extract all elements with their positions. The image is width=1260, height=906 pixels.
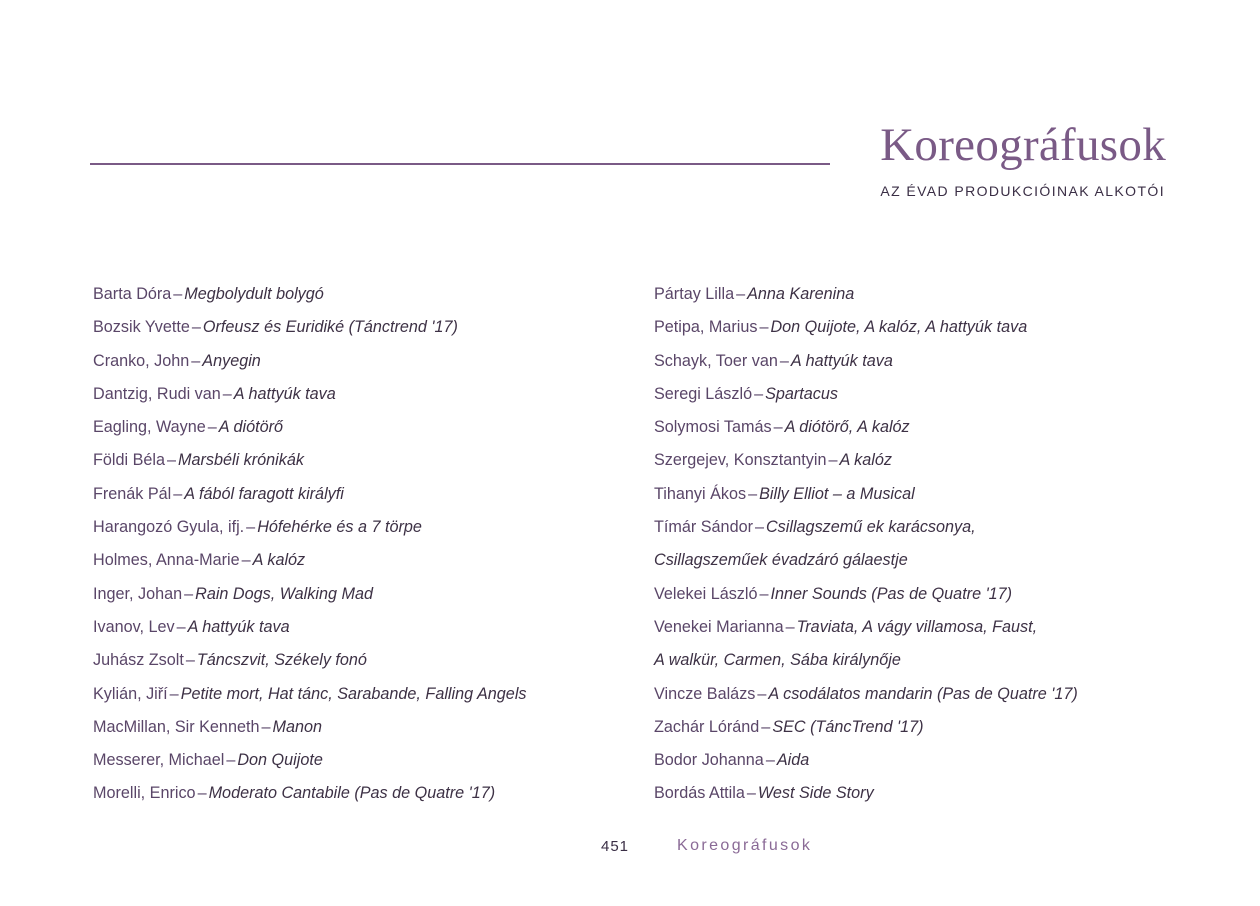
choreographer-name: Ivanov, Lev xyxy=(93,617,175,636)
entry-separator: – xyxy=(184,584,194,603)
choreographer-name: Kylián, Jiří xyxy=(93,684,168,703)
choreographer-entry xyxy=(654,381,1078,414)
choreographer-entry xyxy=(93,447,527,480)
choreographer-works: Rain Dogs, Walking Mad xyxy=(195,584,373,603)
entry-separator: – xyxy=(222,384,232,403)
choreographer-entry xyxy=(93,714,527,747)
choreographer-name: Morelli, Enrico xyxy=(93,784,196,803)
entry-separator: – xyxy=(757,684,767,703)
choreographer-name: Bodor Johanna xyxy=(654,751,764,770)
choreographer-entry xyxy=(654,348,1078,381)
choreographer-entry xyxy=(654,714,1078,747)
choreographer-entry xyxy=(654,681,1078,714)
choreographer-works: Táncszvit, Székely fonó xyxy=(196,651,367,670)
choreographer-entry xyxy=(654,281,1078,314)
entry-separator: – xyxy=(261,717,271,736)
choreographer-name: MacMillan, Sir Kenneth xyxy=(93,717,260,736)
choreographer-works: A kalóz xyxy=(252,551,306,570)
choreographer-works: A diótörő xyxy=(218,418,283,437)
entry-separator: – xyxy=(166,451,176,470)
entry-separator: – xyxy=(197,784,207,803)
choreographer-entry xyxy=(93,747,527,780)
choreographer-name: Tímár Sándor xyxy=(654,518,753,537)
entry-separator: – xyxy=(191,318,201,337)
choreographer-name: Messerer, Michael xyxy=(93,751,225,770)
choreographer-works: A diótörő, A kalóz xyxy=(784,418,910,437)
entry-separator: – xyxy=(779,351,789,370)
choreographer-entry xyxy=(654,414,1078,447)
entry-separator: – xyxy=(828,451,838,470)
choreographer-works: A fából faragott királyfi xyxy=(184,484,344,503)
choreographer-name: Velekei László xyxy=(654,584,758,603)
choreographer-entry xyxy=(93,647,527,680)
choreographer-name: Bozsik Yvette xyxy=(93,318,190,337)
choreographer-works: Anyegin xyxy=(202,351,261,370)
choreographer-entry xyxy=(93,614,527,647)
choreographer-entry xyxy=(93,514,527,547)
choreographer-entry xyxy=(654,581,1078,614)
entry-separator: – xyxy=(773,418,783,437)
choreographer-works: Manon xyxy=(272,717,322,736)
choreographer-entry xyxy=(654,647,1078,680)
choreographer-works: A walkür, Carmen, Sába királynője xyxy=(654,651,901,670)
choreographer-works: Csillagszemű ek karácsonya, xyxy=(765,518,976,537)
choreographer-name: Pártay Lilla xyxy=(654,285,735,303)
entry-separator: – xyxy=(191,351,201,370)
choreographer-name: Eagling, Wayne xyxy=(93,418,206,437)
entry-separator: – xyxy=(748,484,758,503)
entry-separator: – xyxy=(207,418,217,437)
choreographer-entry xyxy=(654,547,1078,580)
choreographer-entry xyxy=(654,514,1078,547)
choreographer-works: Don Quijote xyxy=(237,751,323,770)
page-number: 451 xyxy=(601,838,630,855)
entry-separator: – xyxy=(759,318,769,337)
choreographer-works: Csillagszeműek évadzáró gálaestje xyxy=(654,551,908,570)
entry-separator: – xyxy=(246,518,256,537)
header-rule xyxy=(90,163,830,165)
choreographer-works: Don Quijote, A kalóz, A hattyúk tava xyxy=(770,318,1028,337)
entry-separator: – xyxy=(173,484,183,503)
entry-separator: – xyxy=(241,551,251,570)
entry-separator: – xyxy=(759,584,769,603)
choreographer-name: Seregi László xyxy=(654,384,753,403)
choreographer-works: Hófehérke és a 7 törpe xyxy=(257,518,422,537)
choreographer-name: Tihanyi Ákos xyxy=(654,484,747,503)
choreographer-name: Barta Dóra xyxy=(93,285,172,303)
choreographer-works: Traviata, A vágy villamosa, Faust, xyxy=(796,617,1038,636)
choreographer-entry xyxy=(93,681,527,714)
choreographer-works: Anna Karenina xyxy=(747,285,855,303)
choreographer-name: Holmes, Anna-Marie xyxy=(93,551,240,570)
page-subtitle: AZ ÉVAD PRODUKCIÓINAK ALKOTÓI xyxy=(880,183,1165,199)
choreographer-name: Inger, Johan xyxy=(93,584,183,603)
entry-separator: – xyxy=(173,285,183,303)
choreographer-name: Zachár Lóránd xyxy=(654,717,760,736)
choreographer-entry xyxy=(93,348,527,381)
choreographer-works: Orfeusz és Euridiké (Tánctrend '17) xyxy=(202,318,458,337)
choreographer-works: Inner Sounds (Pas de Quatre '17) xyxy=(770,584,1013,603)
choreographer-name: Földi Béla xyxy=(93,451,165,470)
choreographer-entry xyxy=(93,314,527,347)
choreographer-works: Marsbéli krónikák xyxy=(178,451,304,470)
choreographer-name: Cranko, John xyxy=(93,351,190,370)
entry-separator: – xyxy=(754,384,764,403)
choreographer-name: Schayk, Toer van xyxy=(654,351,778,370)
choreographer-name: Frenák Pál xyxy=(93,484,172,503)
choreographer-name: Vincze Balázs xyxy=(654,684,756,703)
entry-separator: – xyxy=(746,784,756,803)
choreographer-works: SEC (TáncTrend '17) xyxy=(772,717,924,736)
entry-separator: – xyxy=(765,751,775,770)
page-title: Koreográfusok xyxy=(880,119,1166,171)
choreographer-entry xyxy=(654,780,1078,813)
choreographer-works: Billy Elliot – a Musical xyxy=(759,484,915,503)
choreographer-entry xyxy=(93,581,527,614)
entry-separator: – xyxy=(185,651,195,670)
choreographer-name: Venekei Marianna xyxy=(654,617,784,636)
choreographer-entry xyxy=(93,414,527,447)
choreographer-name: Solymosi Tamás xyxy=(654,418,772,437)
choreographer-entry xyxy=(654,614,1078,647)
choreographer-works: Megbolydult bolygó xyxy=(184,285,324,303)
choreographer-entry xyxy=(93,780,527,813)
choreographer-entry xyxy=(93,281,527,314)
choreographer-entry xyxy=(654,314,1078,347)
choreographer-works: A hattyúk tava xyxy=(790,351,893,370)
choreographer-works: Moderato Cantabile (Pas de Quatre '17) xyxy=(208,784,496,803)
footer-section-label: Koreográfusok xyxy=(677,837,813,854)
choreographer-works: A hattyúk tava xyxy=(233,384,336,403)
choreographer-works: Spartacus xyxy=(765,384,838,403)
choreographer-entry xyxy=(654,481,1078,514)
choreographer-list-right xyxy=(654,281,1078,814)
choreographer-works: Aida xyxy=(776,751,810,770)
choreographer-works: A kalóz xyxy=(839,451,892,470)
entry-separator: – xyxy=(176,617,186,636)
entry-separator: – xyxy=(754,518,764,537)
choreographer-name: Harangozó Gyula, ifj. xyxy=(93,518,245,537)
choreographer-entry xyxy=(93,381,527,414)
choreographer-list-left xyxy=(93,281,527,814)
choreographer-name: Petipa, Marius xyxy=(654,318,758,337)
choreographer-works: Petite mort, Hat tánc, Sarabande, Falling Angels xyxy=(180,684,527,703)
choreographer-name: Szergejev, Konsztantyin xyxy=(654,451,827,470)
choreographer-entry xyxy=(654,447,1078,480)
entry-separator: – xyxy=(761,717,771,736)
entry-separator: – xyxy=(785,617,795,636)
choreographer-entry xyxy=(93,481,527,514)
entry-separator: – xyxy=(169,684,179,703)
choreographer-works: A csodálatos mandarin (Pas de Quatre '17) xyxy=(768,684,1078,703)
entry-separator: – xyxy=(736,285,746,303)
choreographer-works: A hattyúk tava xyxy=(187,617,290,636)
choreographer-works: West Side Story xyxy=(757,784,874,803)
choreographer-name: Dantzig, Rudi van xyxy=(93,384,221,403)
choreographer-entry xyxy=(93,547,527,580)
choreographer-name: Bordás Attila xyxy=(654,784,745,803)
entry-separator: – xyxy=(226,751,236,770)
choreographer-name: Juhász Zsolt xyxy=(93,651,184,670)
choreographer-entry xyxy=(654,747,1078,780)
